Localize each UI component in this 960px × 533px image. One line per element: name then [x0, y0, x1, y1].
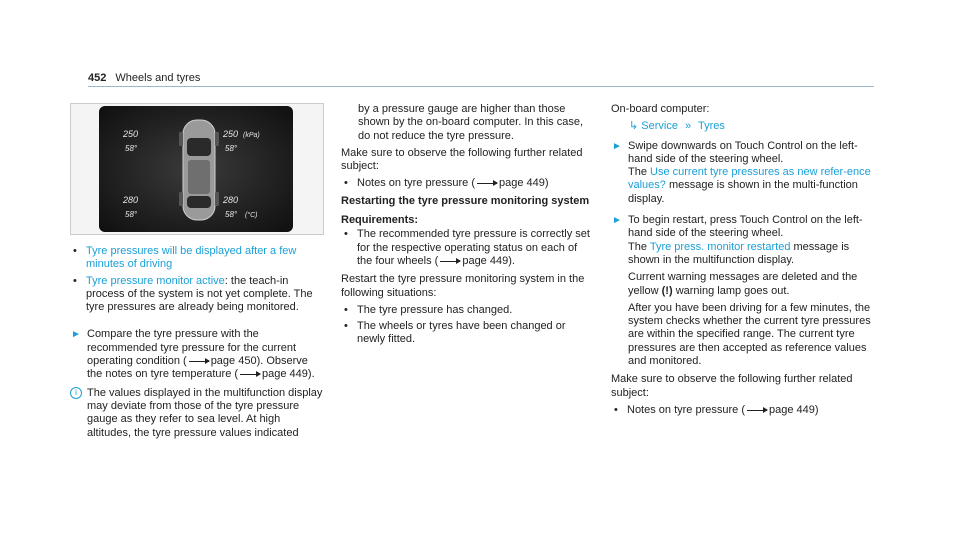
list-item — [70, 245, 325, 272]
bullet-icon: • — [344, 320, 348, 333]
list-item: • Notes on tyre pressure ( page 449) — [344, 177, 549, 190]
car-top-view-icon — [179, 116, 219, 224]
tyre-pressure-figure — [70, 103, 324, 235]
note-text: The values displayed in the multifunction display may deviate from those of the tyre pressure gauge as they refer to sea level. At high altitudes, the tyre pressure values indicated — [87, 386, 323, 439]
bullet-icon: • — [73, 245, 77, 257]
page-reference[interactable]: page 449 — [745, 404, 815, 416]
page-reference[interactable]: page 449 — [475, 177, 545, 189]
status-message-link[interactable]: Tyre pressures will be displayed after a few minutes of driving — [86, 245, 297, 271]
instruction-step: ► To begin restart, press Touch Control on the left-hand side of the steering wheel. The Tyre press. monitor restarted message is shown in the multifunction display. Current warning messages are deleted and the yellow (!) warning lamp goes out. After you have been driving for a few minutes, the system checks whether the current tyre pressures are within the specified range. The current tyre pressures are then accepted as reference values and monitored. — [611, 214, 873, 368]
info-note — [70, 387, 325, 440]
list-item: • The wheels or tyres have been changed or newly fitted. — [344, 320, 566, 346]
page-number: 452 — [88, 72, 107, 84]
multifunction-display-image — [99, 106, 293, 232]
page-reference[interactable]: page 449 — [438, 255, 508, 267]
arrow-right-icon — [440, 261, 460, 262]
arrow-right-icon — [189, 361, 209, 362]
page-reference[interactable]: page 450 — [187, 355, 257, 367]
bullet-icon: • — [344, 303, 348, 316]
info-icon: i — [70, 387, 82, 399]
page-header — [88, 72, 200, 84]
step-arrow-icon: ► — [71, 329, 81, 341]
instruction-step: ► Compare the tyre pressure with the recommended tyre pressure for the current operating condition ( page 450). Observe the notes on tyre temperature ( page 449). — [71, 328, 315, 381]
instruction-step: ► Swipe downwards on Touch Control on the left-hand side of the steering wheel. The Use current tyre pressures as new refer-ence values? message is shown in the multi-function display. — [612, 139, 871, 205]
paragraph: Make sure to observe the following further related subject: — [611, 373, 853, 399]
arrow-right-icon — [477, 183, 497, 184]
front-right-temp: 58° — [225, 144, 238, 153]
tyre-warning-lamp-icon: (!) — [661, 284, 673, 297]
requirements-label: Requirements: — [341, 214, 419, 227]
front-left-temp: 58° — [125, 144, 138, 153]
list-item: • The tyre pressure has changed. — [344, 303, 513, 316]
paragraph: Make sure to observe the following further related subject: — [341, 146, 583, 173]
bullet-icon: • — [73, 274, 77, 287]
front-left-pressure: 250 — [123, 129, 139, 139]
bullet-icon: • — [614, 403, 618, 416]
rear-left-temp: 58° — [125, 210, 138, 219]
menu-service-link[interactable]: Service — [641, 120, 678, 133]
status-message-link[interactable]: Tyre pressure monitor active — [86, 274, 225, 287]
column-1 — [70, 103, 325, 440]
step-arrow-icon: ► — [612, 215, 622, 227]
rear-left-pressure: 280 — [123, 195, 139, 205]
section-heading: Restarting the tyre pressure monitoring system — [341, 194, 590, 207]
menu-path-icon: ↳ — [629, 120, 639, 133]
front-right-unit: (kPa) — [243, 132, 260, 139]
menu-path — [611, 120, 873, 133]
section-title: Wheels and tyres — [115, 72, 201, 84]
arrow-right-icon — [747, 410, 767, 411]
arrow-right-icon — [240, 374, 260, 375]
rear-right-unit: (°C) — [245, 212, 258, 219]
display-message: Use current tyre pressures as new refer-ence values? — [628, 166, 871, 192]
paragraph: by a pressure gauge are higher than those shown by the on-board computer. In this case, do not reduce the tyre pressure. — [358, 103, 584, 142]
paragraph: On-board computer: — [611, 103, 710, 115]
list-item — [70, 275, 325, 315]
rear-right-temp: 58° — [225, 210, 238, 219]
step-text: Compare the tyre pressure with the recommended tyre pressure for the current operating condition ( — [87, 328, 297, 368]
menu-tyres-link[interactable]: Tyres — [698, 120, 725, 133]
front-right-pressure: 250 — [223, 129, 239, 139]
display-message: Tyre press. monitor restarted — [649, 240, 791, 253]
path-separator-icon: » — [685, 120, 692, 133]
bullet-icon: • — [344, 177, 348, 190]
step-arrow-icon: ► — [612, 140, 622, 152]
list-item-text: : the teach-in process of the system is not yet complete. The tyre pressures are already being monitored. — [86, 274, 313, 314]
list-item: • The recommended tyre pressure is correctly set for the respective operating status on each of the four wheels ( page 449). — [344, 228, 590, 267]
rear-right-pressure: 280 — [223, 195, 239, 205]
step-paragraph: After you have been driving for a few minutes, the system checks whether the current tyre pressures are within the specified range. The current tyre pressures are then accepted as reference values and monitored. — [628, 301, 871, 368]
bullet-icon: • — [344, 228, 348, 241]
column-2 — [341, 103, 593, 350]
paragraph: Restart the tyre pressure monitoring system in the following situations: — [341, 273, 585, 299]
column-3 — [611, 103, 873, 420]
page-reference[interactable]: page 449 — [238, 368, 308, 380]
step-paragraph: Current warning messages are deleted and the yellow (!) warning lamp goes out. — [628, 271, 858, 297]
list-item: • Notes on tyre pressure ( page 449) — [614, 403, 819, 416]
header-rule — [88, 86, 874, 87]
